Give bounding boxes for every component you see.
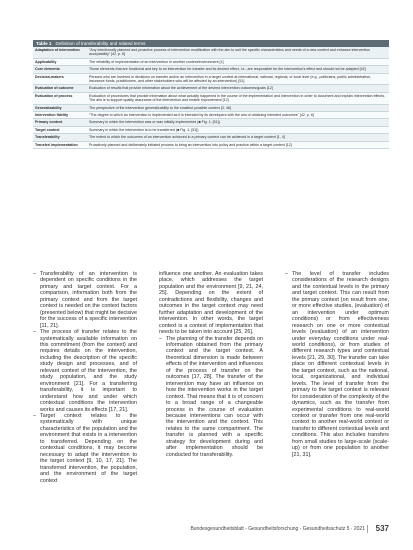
bullet-primary-context: – The process of transfer relates to the systematically available information on this commitment (from the context) and requires details on the intervention, including the description of the specific study design and processes, and of relevant context of the intervention, the study population, and the study environment [21]. For a transferring transferability, it is important to understand how and under which contextual conditions the intervention works and causes its effects [17, 21]. — [33, 329, 137, 413]
table-row — [33, 66, 389, 73]
table-label: Table 1 — [36, 41, 52, 46]
column-1 — [33, 271, 137, 484]
definition-cell: The reliability of implementation of an intervention in another context/environment [1] — [87, 58, 389, 65]
bullet-transferability: – Transferability of an intervention is dependent on specific conditions in the primary and target context. For a comparison, information both from the primary context and from the target context is needed on the context factors (presented below) that might be decisive for the success of a specific intervention [11, 21]. — [33, 271, 137, 329]
definition-cell: Summary in which the intervention is to be transferred (■ Fig. 1; [51]) — [87, 126, 389, 133]
definition-cell: Proactively planned and deliberately initiated process to bring an intervention into policy and practice within a target context [12] — [87, 141, 389, 148]
table-row — [33, 126, 389, 133]
term-cell: Transfer/ implementation — [33, 141, 87, 148]
definition-cell: Persons who are involved in decisions on transfer and/or an intervention in a target context at international, national, regional, or local level (e.g., politicians, public administration, insurance funds, practitioners, and other stakeholders who will be affected by an intervention) [51] — [87, 73, 389, 85]
table-row — [33, 134, 389, 141]
term-cell: Primary context — [33, 119, 87, 126]
definition-cell: The perspective of the intervention generalizability to the smallest possible context [3, 46] — [87, 104, 389, 111]
definition-cell: "The degree to which an intervention is implemented as it is intended by its developers with the aim of obtaining intended outcomes" [42, p. 6] — [87, 112, 389, 119]
page-footer — [33, 524, 389, 534]
table-row — [33, 92, 389, 104]
term-cell: Evaluation of outcome — [33, 85, 87, 92]
table-row — [33, 58, 389, 65]
term-cell: Generalizability — [33, 104, 87, 111]
definition-cell: Summary in which the intervention was or was initially implemented (■ Fig. 1; [51]) — [87, 119, 389, 126]
term-cell: Adaptation of intervention — [33, 47, 87, 58]
definitions-table — [33, 40, 389, 149]
table-row — [33, 112, 389, 119]
term-cell: Evaluation of process — [33, 92, 87, 104]
table-row — [33, 141, 389, 148]
table-row — [33, 47, 389, 58]
definition-cell: Evaluation of results that provide information about the achievement of the desired intervention outcomes/goals [12] — [87, 85, 389, 92]
definition-cell: "Any intentionally planned and proactive process of intervention modification with the aim to suit the specific characteristics and needs of a new context and enhance intervention acceptability" [42, p. 6] — [87, 47, 389, 58]
definition-cell: Evaluation of procedures that provide information about what actually happened in the course of the implementation and intervention in order to document and explain intervention effects. The aim is to support quality assurance of the intervention and enable improvement [12] — [87, 92, 389, 104]
journal-name: Bundesgesundheitsblatt - Gesundheitsforschung - Gesundheitsschutz 5 · 2021 — [190, 526, 365, 532]
definition-cell: The extent to which the outcomes of an intervention achieved in a primary context can be achieved in a target context [1, 4] — [87, 134, 389, 141]
table-title: Definition of transferability and related terms — [55, 41, 146, 46]
table-row — [33, 119, 389, 126]
term-cell: Applicability — [33, 58, 87, 65]
body-text — [33, 271, 389, 511]
term-cell: Core elements — [33, 66, 87, 73]
table-row — [33, 104, 389, 111]
page-number: 537 — [375, 524, 389, 533]
definition-cell: Those elements that are functional and key to an intervention for transfer and its desired effect, i.e., are responsible for the intervention's effect and should not be adapted [42] — [87, 66, 389, 73]
term-cell: Intervention fidelity — [33, 112, 87, 119]
table-row — [33, 73, 389, 85]
table-row — [33, 85, 389, 92]
bullet-target-context: – Target context relates to the systematically with unique characteristics of the population and the environment that exists in a intervention to transferred. Depending on the contextual conditions, it may become necessary to adapt the intervention to the target context [9, 10, 17, 21]. The transferred intervention, the population, and the environment of the target context — [33, 413, 137, 484]
table-body — [33, 47, 389, 149]
column-2 — [159, 271, 263, 458]
term-cell: Decision-makers — [33, 73, 87, 85]
bullet-planning: – The planning of the transfer depends on information obtained from the primary context and the target context. A theoretical dimension is made between effects of the intervention and influences of the process of transfer on the outcomes [17, 28]. The transfer of the intervention may have an influence on how the intervention works in the target context. That means that it is of concern to a broad range of a changeable process in the course of evaluation because interventions can occur with the intervention and the context. This relates to the same compartment. The transfer is planned with a specific strategy for development during and after implementation should be conducted for transferability. — [159, 336, 263, 459]
table-caption — [33, 40, 389, 47]
footer-divider — [367, 525, 368, 533]
paragraph: influence one another. An evaluation takes place, which addresses the target population and the environment [9, 21, 24, 25]. Depending on the extent of contradictions and flexibility, changes and outcomes in the target context may need further adaptation and development of the intervention. In other words, the target context is a context of implementation that needs to be taken into account [25, 26]. — [159, 271, 263, 336]
term-cell: Target context — [33, 126, 87, 133]
term-cell: Transferability — [33, 134, 87, 141]
column-3 — [285, 271, 389, 458]
bullet-level-of-transfer: – The level of transfer includes considerations of the research designs and the contextual levels in the primary and target context. This can result from the primary context (on result from one, or more effective studies, (evaluation) of an intervention under optimum conditions) or from effectiveness research on one or more contextual levels (evaluation) of an intervention under everyday conditions under real-world conditions), or from studies of different research types and contextual levels [21, 29, 30]. The transfer can take place on different contextual levels in the target context, such as the national, local, organizational, and individual levels. The level of transfer from the primary to the target context is relevant for consideration of the complexity of the dynamics, such as the transfer from experimental conditions to real-world context or transfer from one real-world context to another real-world context or transfer to different contextual levels and conditions. This also includes transfers from small studies to large-scale (scale-up) or from one population to another [21, 31]. — [285, 271, 389, 458]
